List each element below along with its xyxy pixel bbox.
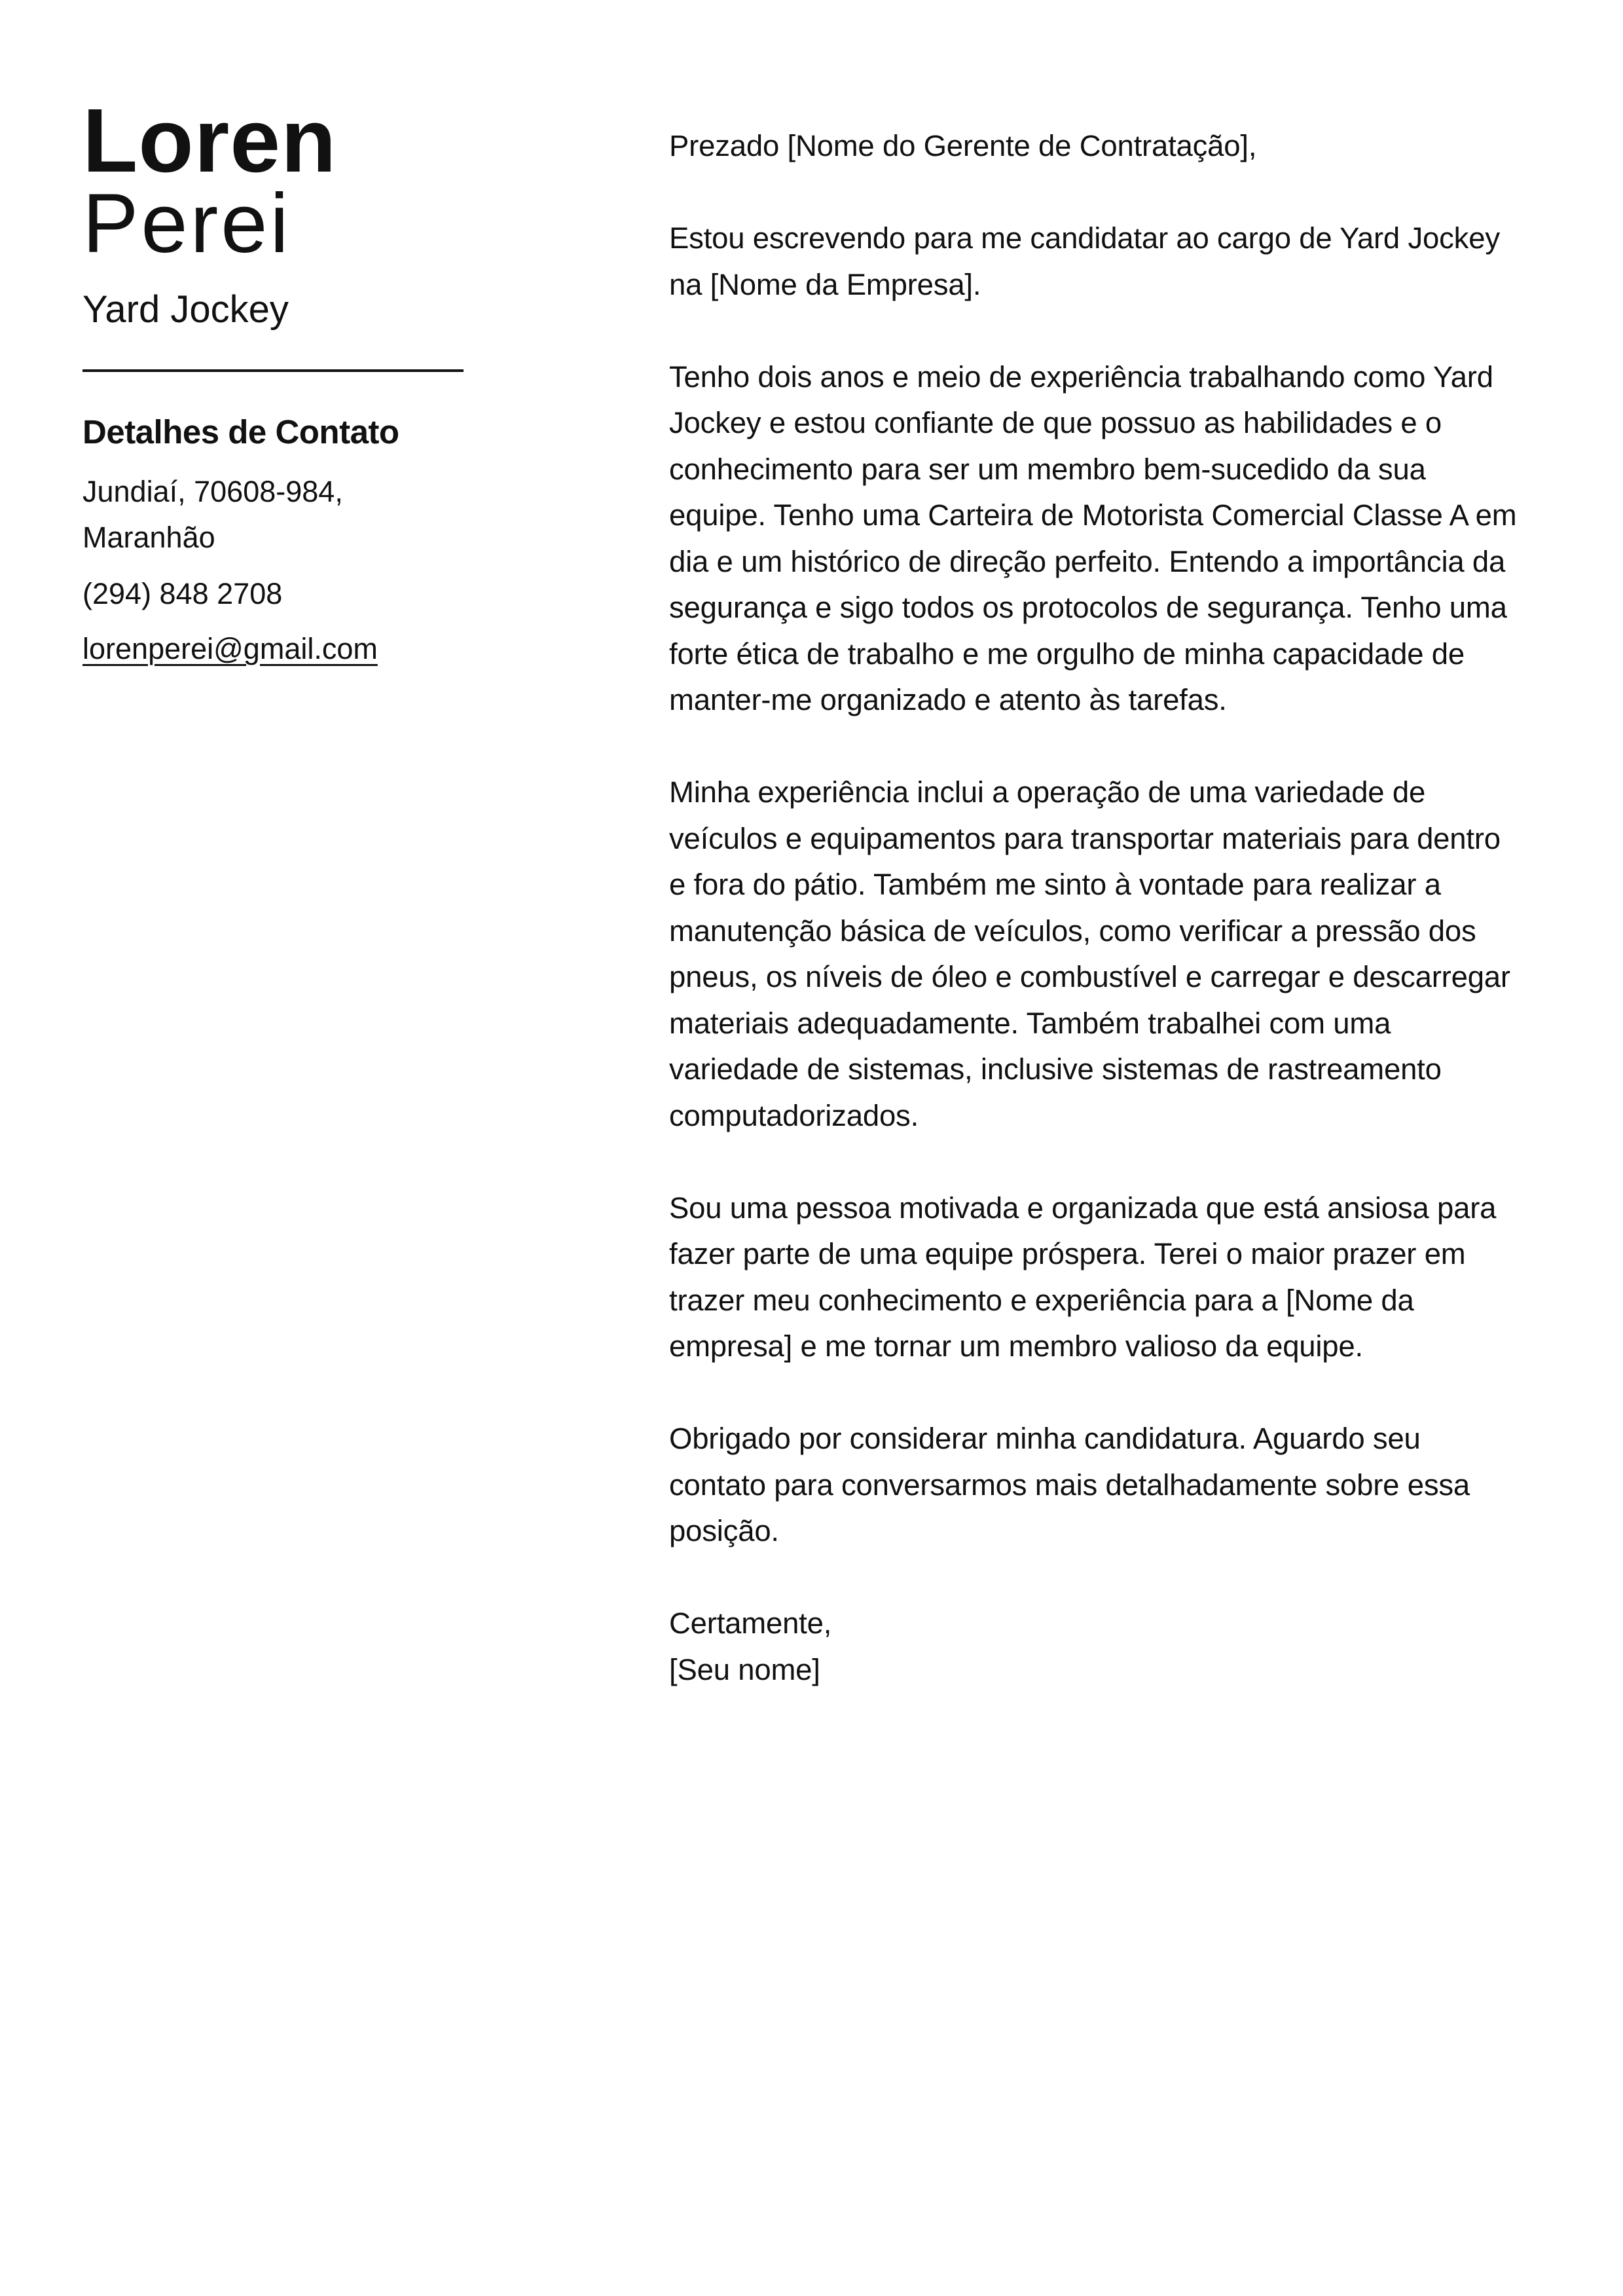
letter-signature: [Seu nome] [669, 1652, 820, 1686]
letter-closing: Certamente, [669, 1606, 832, 1640]
job-title: Yard Jockey [82, 288, 289, 331]
letter-paragraph-4: Sou uma pessoa motivada e organizada que está ansiosa para fazer parte de uma equipe próspera. Terei o maior prazer em trazer meu conhecimento e experiência para a [Nome da empresa] e me tornar um membro valioso da equipe. [669, 1191, 1497, 1363]
last-name: Perei [82, 177, 291, 270]
letter-paragraph-2: Tenho dois anos e meio de experiência trabalhando como Yard Jockey e estou confiante de que possuo as habilidades e o conhecimento para ser um membro bem-sucedido da sua equipe. Tenho uma Carteira de Motorista Comercial Classe A em dia e um histórico de direção perfeito. Entendo a importância da segurança e sigo todos os protocolos de segurança. Tenho uma forte ética de trabalho e me orgulho de minha capacidade de manter-me organizado e atento às tarefas. [669, 360, 1517, 716]
letter-paragraph-1: Estou escrevendo para me candidatar ao cargo de Yard Jockey na [Nome da Empresa]. [669, 221, 1500, 301]
cover-letter-body [669, 123, 1520, 1693]
letter-paragraph-5: Obrigado por considerar minha candidatura. Aguardo seu contato para conversarmos mais detalhadamente sobre essa posição. [669, 1422, 1470, 1547]
divider [82, 369, 464, 372]
letter-greeting: Prezado [Nome do Gerente de Contratação], [669, 129, 1257, 162]
sidebar [82, 90, 469, 672]
letter-paragraph-3: Minha experiência inclui a operação de uma variedade de veículos e equipamentos para transportar materiais para dentro e fora do pátio. Também me sinto à vontade para realizar a manutenção básica de veículos, como verificar a pressão dos pneus, os níveis de óleo e combustível e carregar e descarregar materiais adequadamente. Também trabalhei com uma variedade de sistemas, inclusive sistemas de rastreamento computadorizados. [669, 775, 1510, 1132]
contact-heading: Detalhes de Contato [82, 413, 399, 451]
contact-email-link[interactable]: lorenperei@gmail.com [82, 632, 378, 665]
contact-address: Jundiaí, 70608-984, Maranhão [82, 475, 343, 554]
first-name: Loren [82, 90, 337, 191]
contact-phone: (294) 848 2708 [82, 577, 283, 610]
